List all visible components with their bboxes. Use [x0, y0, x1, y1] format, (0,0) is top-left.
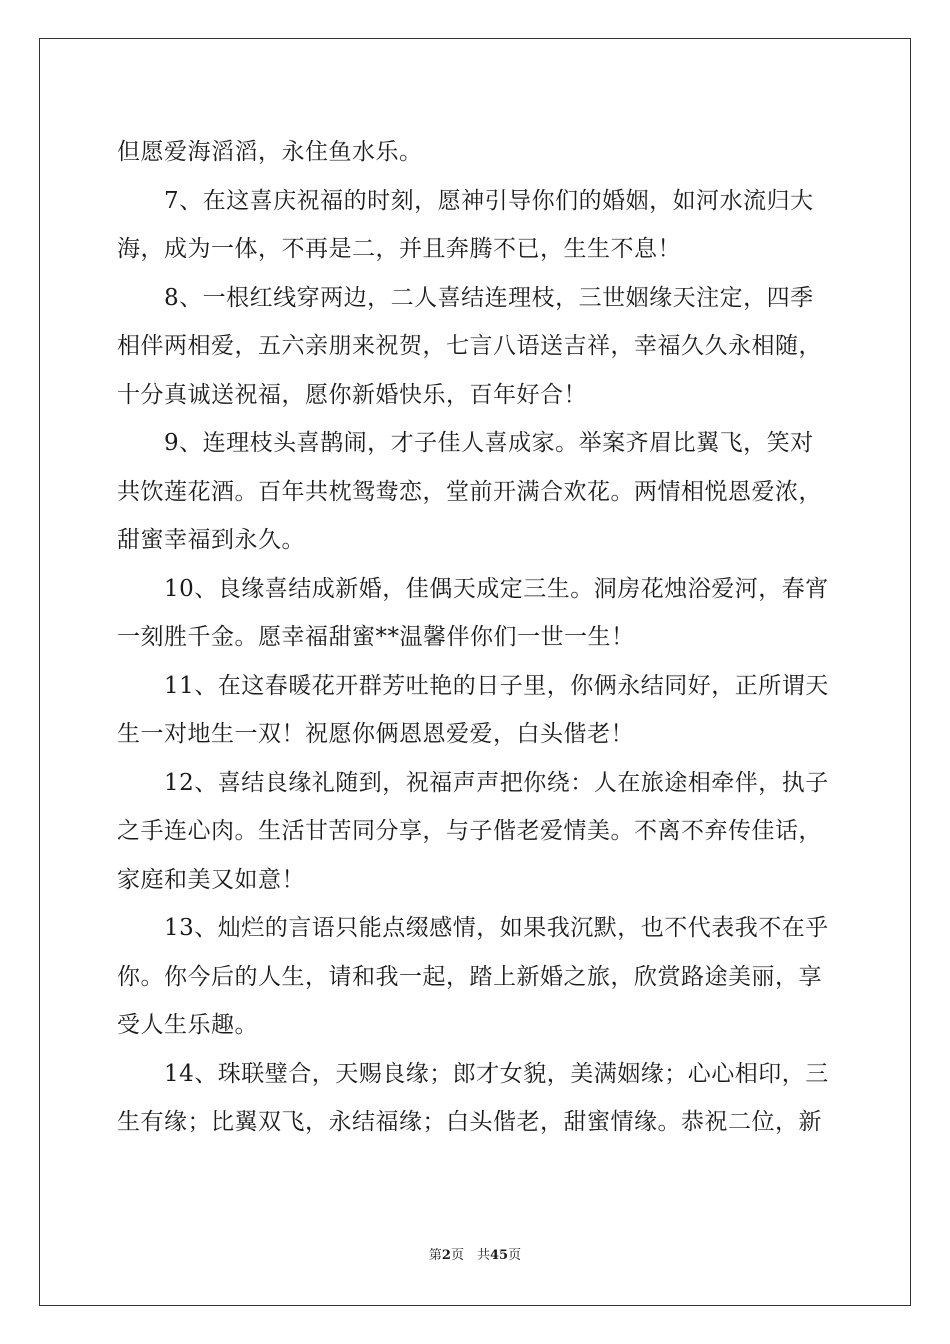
page-suffix: 页	[508, 1248, 522, 1263]
page-mid-text: 页 共	[450, 1248, 490, 1263]
text-line: 8、一根红线穿两边，二人喜结连理枝，三世姻缘天注定，四季	[117, 284, 814, 311]
text-line: 你。你今后的人生，请和我一起，踏上新婚之旅，欣赏路途美丽，享	[117, 963, 822, 990]
page-prefix: 第	[428, 1248, 442, 1263]
text-line: 10、良缘喜结成新婚，佳偶天成定三生。洞房花烛浴爱河，春宵	[117, 575, 829, 602]
text-line: 14、珠联璧合，天赐良缘；郎才女貌，美满姻缘；心心相印，三	[117, 1060, 829, 1087]
text-line: 11、在这春暖花开群芳吐艳的日子里，你俩永结同好，正所谓天	[117, 672, 829, 699]
text-line: 共饮莲花酒。百年共枕鸳鸯恋，堂前开满合欢花。两情相悦恩爱浓，	[117, 478, 822, 505]
text-line: 十分真诚送祝福，愿你新婚快乐，百年好合！	[117, 381, 587, 408]
page-number-footer	[0, 1246, 950, 1266]
text-line: 但愿爱海滔滔，永住鱼水乐。	[117, 139, 423, 165]
total-page-number: 45	[489, 1248, 509, 1263]
text-line: 受人生乐趣。	[117, 1012, 258, 1038]
document-body	[117, 128, 835, 1147]
text-line: 相伴两相爱，五六亲朋来祝贺，七言八语送吉祥，幸福久久永相随，	[117, 333, 822, 359]
current-page-number: 2	[441, 1248, 451, 1263]
text-line: 之手连心肉。生活甘苦同分享，与子偕老爱情美。不离不弃传佳话，	[117, 818, 822, 844]
text-line: 9、连理枝头喜鹊闹，才子佳人喜成家。举案齐眉比翼飞，笑对	[117, 430, 814, 456]
text-line: 海，成为一体，不再是二，并且奔腾不已，生生不息！	[117, 236, 681, 262]
text-line: 13、灿烂的言语只能点缀感情，如果我沉默，也不代表我不在乎	[117, 915, 829, 941]
text-line: 7、在这喜庆祝福的时刻，愿神引导你们的婚姻，如河水流归大	[117, 187, 814, 214]
text-line: 生一对地生一双！祝愿你俩恩恩爱爱，白头偕老！	[117, 721, 634, 747]
text-line: 生有缘；比翼双飞，永结福缘；白头偕老，甜蜜情缘。恭祝二位，新	[117, 1109, 822, 1135]
text-line: 一刻胜千金。愿幸福甜蜜**温馨伴你们一世一生！	[117, 624, 635, 650]
text-line: 12、喜结良缘礼随到，祝福声声把你绕：人在旅途相牵伴，执子	[117, 769, 829, 796]
text-line: 家庭和美又如意！	[117, 866, 305, 893]
text-line: 甜蜜幸福到永久。	[117, 527, 305, 553]
